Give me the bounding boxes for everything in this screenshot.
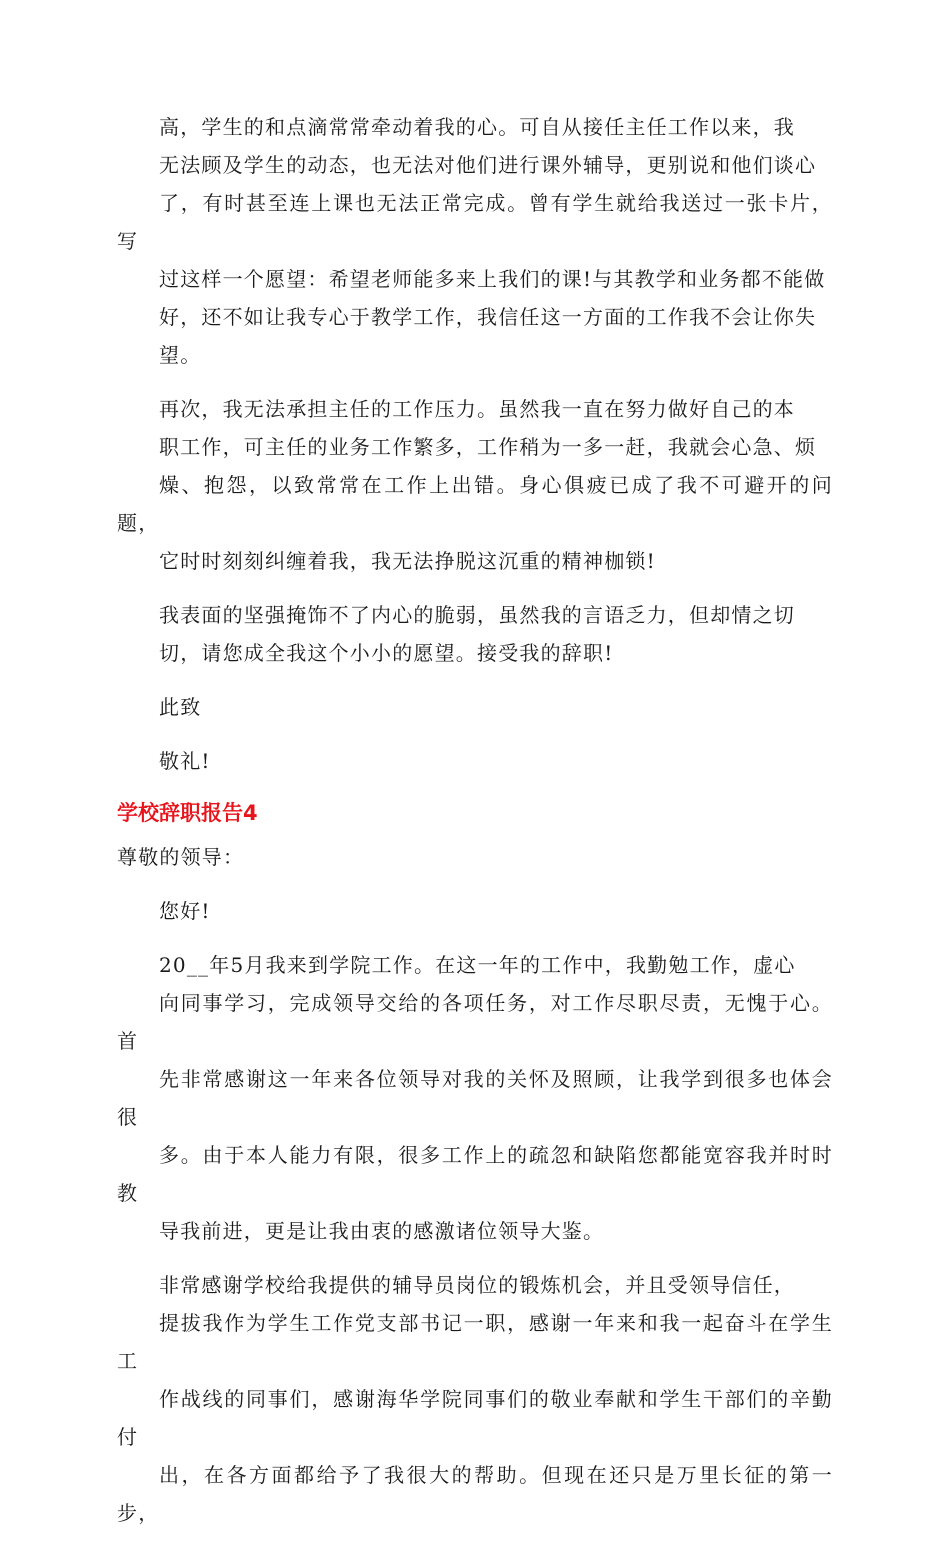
salutation: 尊敬的领导： xyxy=(117,845,245,869)
text-line: 无法顾及学生的动态，也无法对他们进行课外辅导，更别说和他们谈心 xyxy=(159,153,817,177)
text-line: 非常感谢学校给我提供的辅导员岗位的锻炼机会，并且受领导信任， xyxy=(159,1273,795,1297)
text-line: 提拔我作为学生工作党支部书记一职，感谢一年来和我一起奋斗在学生工 xyxy=(117,1311,833,1373)
document-body xyxy=(117,108,833,1548)
greeting: 您好! xyxy=(159,899,211,923)
paragraph-student-concern xyxy=(117,108,833,374)
paragraph-work-pressure xyxy=(117,390,833,580)
text-line: 切，请您成全我这个小小的愿望。接受我的辞职! xyxy=(159,641,614,665)
text-line: 20__年5月我来到学院工作。在这一年的工作中，我勤勉工作，虚心 xyxy=(159,953,796,977)
text-line: 作战线的同事们，感谢海华学院同事们的敬业奉献和学生干部们的辛勤付 xyxy=(117,1387,833,1449)
paragraph-gratitude xyxy=(117,1266,833,1532)
text-line: 职工作，可主任的业务工作繁多，工作稍为一多一赶，我就会心急、烦 xyxy=(159,435,817,459)
text-line: 好，还不如让我专心于教学工作，我信任这一方面的工作我不会让你失 xyxy=(159,305,817,329)
paragraph-request xyxy=(117,596,833,672)
section-heading: 学校辞职报告4 xyxy=(117,801,258,825)
text-line: 望。 xyxy=(159,343,202,367)
text-line: 我表面的坚强掩饰不了内心的脆弱，虽然我的言语乏力，但却情之切 xyxy=(159,603,795,627)
text-line: 它时时刻刻纠缠着我，我无法挣脱这沉重的精神枷锁! xyxy=(159,549,656,573)
text-line: 先非常感谢这一年来各位领导对我的关怀及照顾，让我学到很多也体会很 xyxy=(117,1067,833,1129)
text-line: 高，学生的和点滴常常牵动着我的心。可自从接任主任工作以来，我 xyxy=(159,115,795,139)
paragraph-work-summary xyxy=(117,946,833,1250)
closing-jingli: 敬礼! xyxy=(159,749,211,773)
text-line: 多。由于本人能力有限，很多工作上的疏忽和缺陷您都能宽容我并时时教 xyxy=(117,1143,833,1205)
text-line: 过这样一个愿望：希望老师能多来上我们的课!与其教学和业务都不能做 xyxy=(159,267,826,291)
closing-cizhi: 此致 xyxy=(159,695,202,719)
text-line: 了，有时甚至连上课也无法正常完成。曾有学生就给我送过一张卡片，写 xyxy=(117,191,833,253)
text-line: 再次，我无法承担主任的工作压力。虽然我一直在努力做好自己的本 xyxy=(159,397,795,421)
text-line: 导我前进，更是让我由衷的感激诸位领导大鉴。 xyxy=(159,1219,605,1243)
text-line: 燥、抱怨，以致常常在工作上出错。身心俱疲已成了我不可避开的问题， xyxy=(117,473,833,535)
text-line: 出，在各方面都给予了我很大的帮助。但现在还只是万里长征的第一步， xyxy=(117,1463,833,1525)
text-line: 向同事学习，完成领导交给的各项任务，对工作尽职尽责，无愧于心。首 xyxy=(117,991,833,1053)
